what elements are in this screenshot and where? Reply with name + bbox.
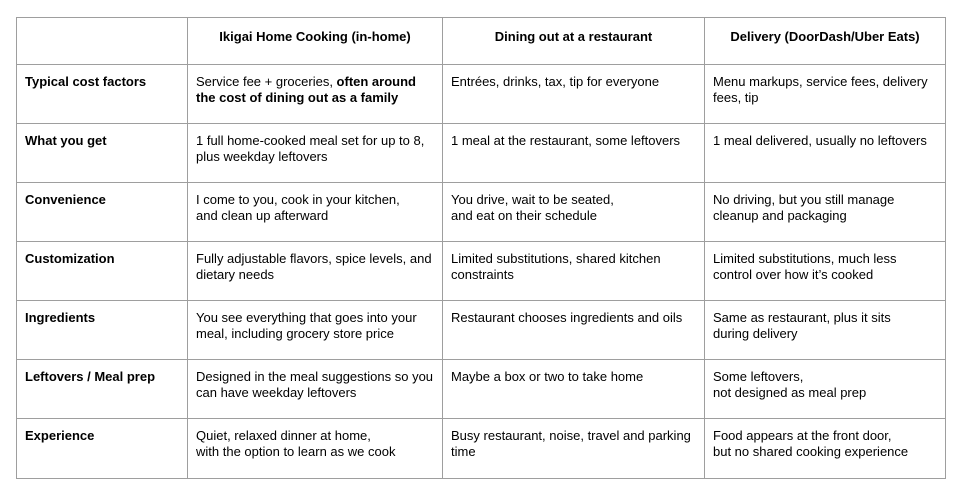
table-row-ingredients [17, 301, 946, 360]
header-delivery: Delivery (DoorDash/Uber Eats) [705, 18, 946, 65]
comparison-table [16, 17, 946, 479]
row-label: What you get [17, 124, 188, 183]
cell-delivery: Same as restaurant, plus it sits during delivery [705, 301, 946, 360]
cell-delivery: Food appears at the front door, but no shared cooking experience [705, 419, 946, 479]
cell-dining: Limited substitutions, shared kitchen constraints [443, 242, 705, 301]
cell-ikigai [188, 65, 443, 124]
cell-ikigai: Quiet, relaxed dinner at home, with the option to learn as we cook [188, 419, 443, 479]
cell-ikigai: Designed in the meal suggestions so you can have weekday leftovers [188, 360, 443, 419]
cell-dining: Entrées, drinks, tax, tip for everyone [443, 65, 705, 124]
table-row-customization [17, 242, 946, 301]
cell-delivery: Some leftovers, not designed as meal prep [705, 360, 946, 419]
cell-dining: Busy restaurant, noise, travel and parking time [443, 419, 705, 479]
row-label: Convenience [17, 183, 188, 242]
row-label: Typical cost factors [17, 65, 188, 124]
row-label: Experience [17, 419, 188, 479]
cell-delivery: No driving, but you still manage cleanup and packaging [705, 183, 946, 242]
header-ikigai-home-cooking: Ikigai Home Cooking (in-home) [188, 18, 443, 65]
row-label: Leftovers / Meal prep [17, 360, 188, 419]
cell-ikigai: 1 full home-cooked meal set for up to 8, plus weekday leftovers [188, 124, 443, 183]
cell-dining: Restaurant chooses ingredients and oils [443, 301, 705, 360]
row-label: Customization [17, 242, 188, 301]
header-row [17, 18, 946, 65]
table-row-typical-cost-factors [17, 65, 946, 124]
cell-emphasis: often around the cost of dining out as a family [196, 74, 416, 105]
cell-dining: Maybe a box or two to take home [443, 360, 705, 419]
cell-text: Service fee + groceries, [196, 74, 337, 89]
cell-delivery: 1 meal delivered, usually no leftovers [705, 124, 946, 183]
cell-ikigai: Fully adjustable flavors, spice levels, and dietary needs [188, 242, 443, 301]
cell-dining: You drive, wait to be seated, and eat on their schedule [443, 183, 705, 242]
row-label: Ingredients [17, 301, 188, 360]
cell-ikigai: I come to you, cook in your kitchen, and clean up afterward [188, 183, 443, 242]
cell-dining: 1 meal at the restaurant, some leftovers [443, 124, 705, 183]
cell-delivery: Menu markups, service fees, delivery fees, tip [705, 65, 946, 124]
table-row-what-you-get [17, 124, 946, 183]
table-row-convenience [17, 183, 946, 242]
table-row-leftovers-meal-prep [17, 360, 946, 419]
cell-delivery: Limited substitutions, much less control over how it’s cooked [705, 242, 946, 301]
table-row-experience [17, 419, 946, 479]
header-empty-corner [17, 18, 188, 65]
header-dining-out: Dining out at a restaurant [443, 18, 705, 65]
cell-ikigai: You see everything that goes into your meal, including grocery store price [188, 301, 443, 360]
